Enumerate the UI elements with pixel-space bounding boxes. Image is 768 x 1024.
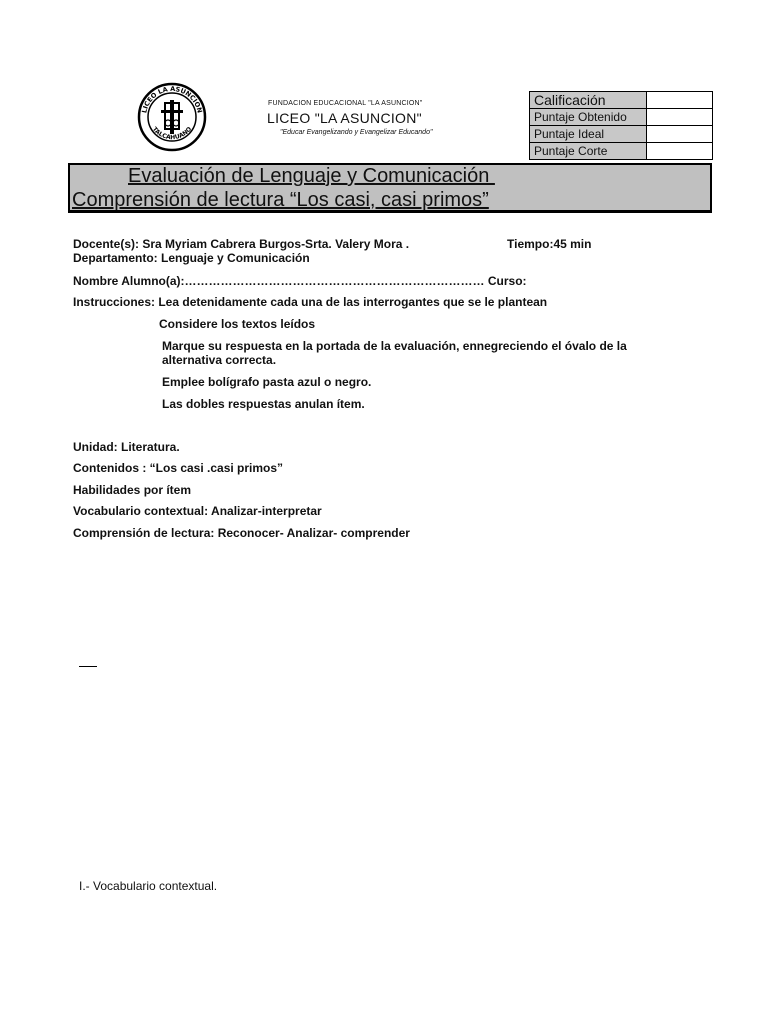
foundation-name: FUNDACION EDUCACIONAL "LA ASUNCION"	[268, 100, 423, 107]
skills-line: Habilidades por ítem	[73, 483, 192, 497]
instruction-item-4: Las dobles respuestas anulan ítem.	[162, 397, 365, 411]
contents-line: Contenidos : “Los casi .casi primos”	[73, 461, 284, 475]
score-obtained-label: Puntaje Obtenido	[530, 109, 647, 126]
unit-line: Unidad: Literatura.	[73, 440, 180, 454]
logo-ring-bottom-text: TALCAHUANO	[150, 125, 194, 142]
grade-table	[529, 91, 713, 160]
divider-dash	[79, 666, 97, 667]
instruction-item-3: Emplee bolígrafo pasta azul o negro.	[162, 375, 372, 389]
score-cutoff-field[interactable]	[647, 143, 713, 160]
school-seal-logo	[137, 82, 207, 152]
instruction-item-2: Marque su respuesta en la portada de la evaluación, ennegreciendo el óvalo de la	[162, 339, 627, 353]
grade-row-obtenido	[530, 109, 713, 126]
score-obtained-field[interactable]	[647, 109, 713, 126]
grade-row-ideal	[530, 126, 713, 143]
instruction-item-2-cont: alternativa correcta.	[162, 353, 277, 367]
grade-label: Calificación	[530, 92, 647, 109]
score-ideal-label: Puntaje Ideal	[530, 126, 647, 143]
time-line: Tiempo:45 min	[507, 237, 592, 251]
grade-row-corte	[530, 143, 713, 160]
vocabulary-line: Vocabulario contextual: Analizar-interpretar	[73, 504, 322, 518]
grade-row-calificacion	[530, 92, 713, 109]
grade-value-field[interactable]	[647, 92, 713, 109]
section-heading: I.- Vocabulario contextual.	[79, 879, 218, 893]
title-box	[68, 163, 712, 213]
teachers-line: Docente(s): Sra Myriam Cabrera Burgos-Srta. Valery Mora .	[73, 237, 410, 251]
logo-ring-top-text: LICEO LA ASUNCION	[140, 84, 204, 114]
instruction-item-1: Considere los textos leídos	[159, 317, 316, 331]
student-name-line: Nombre Alumno(a):………………………………………………………………… Curso:	[73, 274, 527, 288]
title-line-1: Evaluación de Lenguaje y Comunicación	[128, 165, 495, 187]
comprehension-line: Comprensión de lectura: Reconocer- Analizar- comprender	[73, 526, 410, 540]
school-name: LICEO "LA ASUNCION"	[267, 110, 422, 126]
score-cutoff-label: Puntaje Corte	[530, 143, 647, 160]
instructions-label: Instrucciones: Lea detenidamente cada una de las interrogantes que se le plantean	[73, 295, 548, 309]
score-ideal-field[interactable]	[647, 126, 713, 143]
title-line-2: Comprensión de lectura “Los casi, casi primos”	[72, 189, 489, 211]
school-motto: "Educar Evangelizando y Evangelizar Educando"	[280, 129, 433, 136]
department-line: Departamento: Lenguaje y Comunicación	[73, 251, 310, 265]
